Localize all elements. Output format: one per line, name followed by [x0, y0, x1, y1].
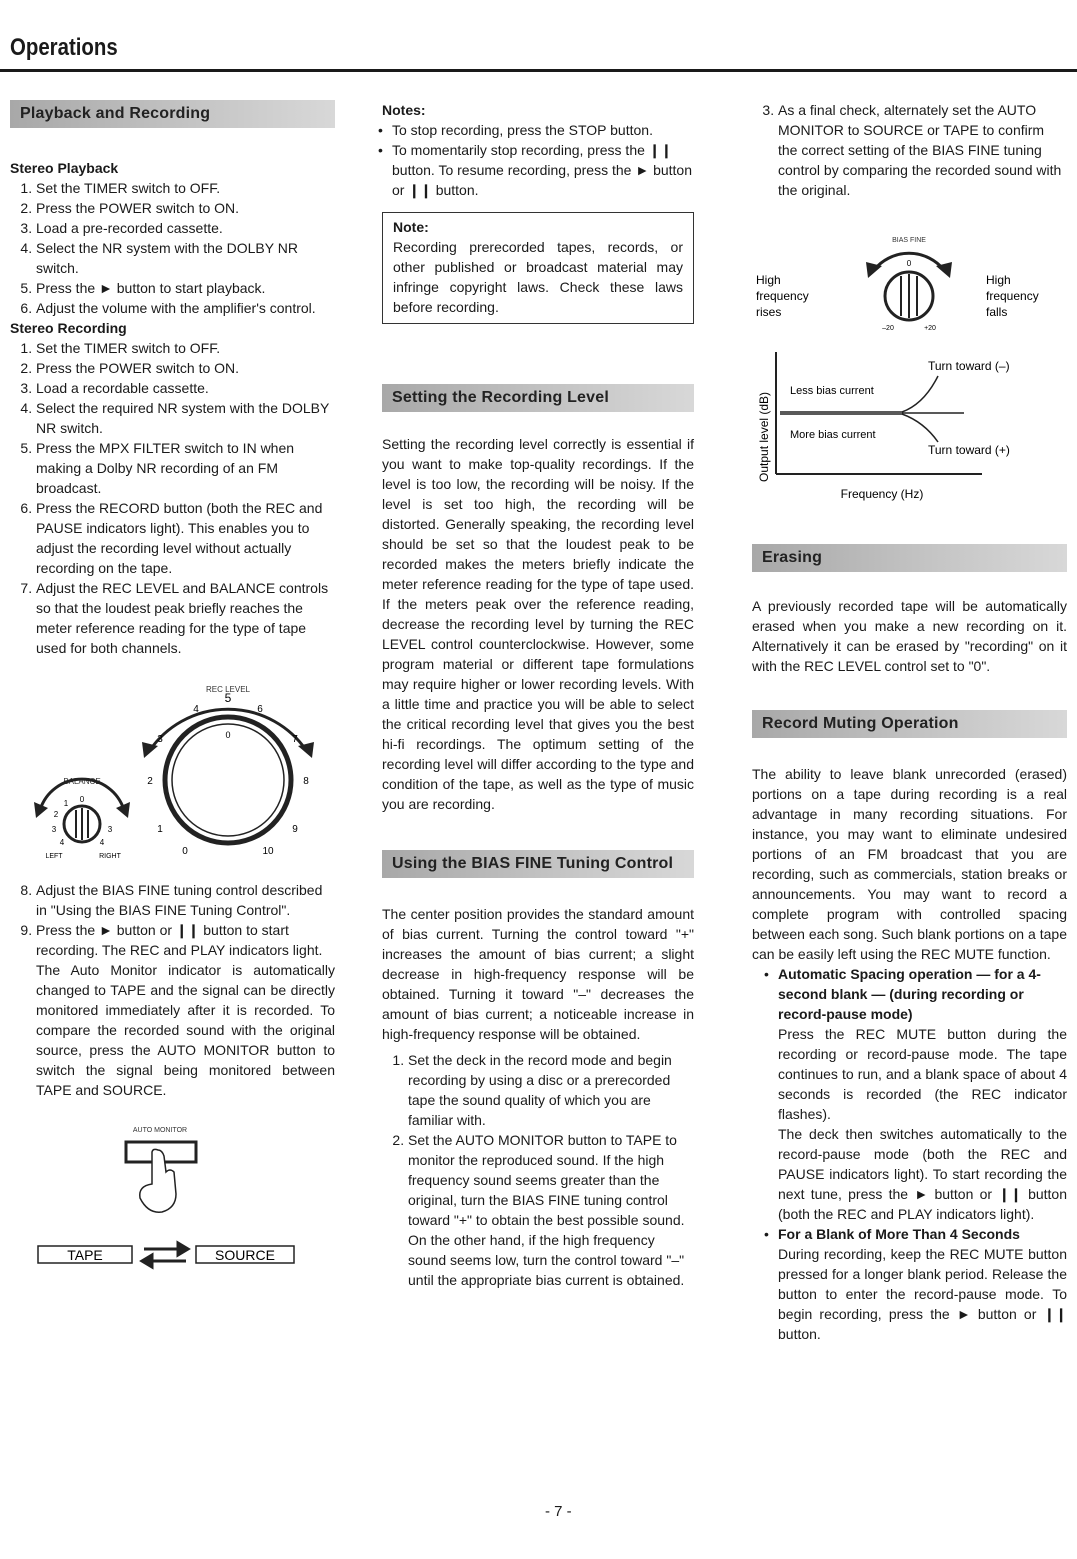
bias-fine-label: BIAS FINE	[892, 237, 926, 244]
bullet-para: During recording, keep the REC MUTE button pressed for a longer blank period. Release the button to enter the record-pause mode. To begin recording, press the ► button or ❙❙ button.	[778, 1246, 1067, 1342]
rec-tick-8: 8	[303, 776, 309, 787]
bullet-para: The deck then switches automatically to the record-pause mode (both the REC and PAUSE indicators light). To start recording the next tune, press the ► button or ❙❙ button (both the REC and PLAY indicators light).	[778, 1126, 1067, 1222]
notes-list	[382, 120, 694, 200]
list-item: 2. Press the POWER switch to ON.	[36, 358, 335, 378]
note-box-text: Recording prerecorded tapes, records, or other published or broadcast material may infringe copyright laws. Check these laws before recording.	[393, 239, 683, 315]
bullet-title: • For a Blank of More Than 4 Seconds	[778, 1226, 1020, 1242]
erasing-text: A previously recorded tape will be automatically erased when you make a new recording on it. Alternatively it can be erased by "recording" on it with the REC LEVEL control set to "0".	[752, 598, 1067, 674]
high-freq-falls-3: falls	[986, 305, 1008, 319]
list-item: 6. Press the RECORD button (both the REC and PAUSE indicators light). This enables you to adjust the recording level without actually recording on the tape.	[36, 498, 335, 578]
middle-column	[382, 100, 694, 1290]
more-bias-label: More bias current	[790, 429, 876, 441]
page-title: Operations	[10, 34, 118, 61]
rec-tick-3: 3	[157, 734, 163, 745]
balance-left-label: LEFT	[45, 853, 63, 860]
rec-tick-1: 1	[157, 824, 163, 835]
list-item: 8. Adjust the BIAS FINE tuning control described in "Using the BIAS FINE Tuning Control".	[36, 880, 335, 920]
rec-tick-6: 6	[257, 704, 263, 715]
high-freq-falls-2: frequency	[986, 289, 1039, 303]
rec-tick-7: 7	[292, 734, 298, 745]
rec-tick-4: 4	[193, 704, 199, 715]
bias-fine-steps	[382, 1050, 694, 1290]
list-item: 4. Select the NR system with the DOLBY NR switch.	[36, 238, 335, 278]
bias-fine-figure	[752, 214, 1067, 334]
bias-center-tick: 0	[906, 259, 912, 268]
high-freq-rises-2: frequency	[756, 289, 809, 303]
copyright-note-box	[382, 212, 694, 324]
stereo-playback-heading: Stereo Playback	[10, 160, 119, 176]
list-item: 1. Set the TIMER switch to OFF.	[36, 338, 335, 358]
bal-tick-0: 0	[79, 795, 85, 804]
bal-tick-1: 1	[63, 799, 69, 808]
high-freq-falls-1: High	[986, 273, 1011, 287]
bal-tick-4: 4	[59, 838, 65, 847]
section-bias-fine-title: Using the BIAS FINE Tuning Control	[382, 850, 694, 878]
list-item: 1. Set the TIMER switch to OFF.	[36, 178, 335, 198]
list-item: 9. Press the ► button or ❙❙ button to start recording. The REC and PLAY indicators light.	[36, 920, 335, 960]
record-muting-text: The ability to leave blank unrecorded (erased) portions on a tape during recording is a real advantage in many recording situations. For instance, you may want to eliminate undesired portions of an FM broadcast that you are recording, such as commercials, station breaks or announcements. You may want to record a complete program with controlled spacing between each song. Such blank portions on a tape can be easily left using the REC MUTE function.	[752, 766, 1067, 962]
bullet-para: Press the REC MUTE button during the recording or record-pause mode. The tape continues to run, and a blank space of about 4 seconds is recorded (the REC indicator flashes).	[778, 1026, 1067, 1122]
balance-label: BALANCE	[63, 777, 101, 786]
high-freq-rises-1: High	[756, 273, 781, 287]
tape-label: TAPE	[67, 1247, 103, 1263]
bias-response-graph	[752, 342, 1067, 502]
stereo-recording-steps	[10, 338, 335, 658]
list-item	[778, 964, 1067, 1224]
switch-arrows-icon	[142, 1243, 188, 1267]
rec-level-label: REC LEVEL	[205, 685, 251, 694]
bias-fine-text: The center position provides the standard amount of bias current. Turning the control toward "+" increases the amount of bias current; a slight decrease in high-frequency response will be obtained. Turning it toward "–" decreases the amount of bias current; a noticeable increase in high-frequency response will be obtained.	[382, 906, 694, 1042]
less-bias-label: Less bias current	[790, 385, 874, 397]
bullet-title: • Automatic Spacing operation — for a 4-second blank — (during recording or record-pause mode)	[778, 966, 1041, 1022]
list-item: 5. Press the ► button to start playback.	[36, 278, 335, 298]
title-rule	[0, 69, 1077, 72]
section-erasing-title: Erasing	[752, 544, 1067, 572]
rec-tick-5: 5	[224, 691, 232, 705]
list-item: 3. Load a pre-recorded cassette.	[36, 218, 335, 238]
bal-tick-3: 3	[51, 825, 57, 834]
list-item	[778, 1224, 1067, 1344]
source-label: SOURCE	[215, 1247, 275, 1263]
section-record-muting-title: Record Muting Operation	[752, 710, 1067, 738]
rec-tick-9: 9	[292, 824, 298, 835]
right-column	[752, 100, 1067, 1344]
list-item: 3. As a final check, alternately set the AUTO MONITOR to SOURCE or TAPE to confirm the correct setting of the BIAS FINE tuning control by comparing the recorded sound with the original.	[778, 100, 1067, 200]
high-freq-rises-3: rises	[756, 305, 782, 319]
section-playback-recording-title: Playback and Recording	[10, 100, 335, 128]
list-item: 5. Press the MPX FILTER switch to IN when making a Dolby NR recording of an FM broadcast.	[36, 438, 335, 498]
rec-level-figure	[10, 672, 335, 862]
toward-minus-label: Turn toward (–)	[928, 359, 1010, 373]
graph-ylabel: Output level (dB)	[757, 391, 771, 482]
page-number: - 7 -	[545, 1503, 572, 1520]
list-item: 6. Adjust the volume with the amplifier's control.	[36, 298, 335, 318]
recording-level-text: Setting the recording level correctly is essential if you want to make top-quality recordings. If the level is too low, the recording will be noisy. If the level is set too high, the recording will be distorted. Generally speaking, the recording level should be set so that the loudest peak to be recorded makes the meters briefly indicate the meter reference reading for the type of tape used. If the meters peak over the reference reading, decrease the recording level by turning the REC LEVEL control counterclockwise. However, some program material or different tape formulations may require higher or lower recording levels. With a little time and practice you will be able to select the critical recording level that gives you the best hi-fi recordings. The optimum setting of the recording level will differ according to the type and condition of the tape, as well as the type of music you are recording.	[382, 436, 694, 812]
section-recording-level-title: Setting the Recording Level	[382, 384, 694, 412]
left-column	[10, 100, 335, 1286]
step9-paragraph: The Auto Monitor indicator is automatically changed to TAPE and the signal can be directly monitored immediately after it is recorded. To compare the recorded sound with the original source, press the AUTO MONITOR button to switch the signal being monitored between TAPE and SOURCE.	[36, 962, 335, 1098]
list-item: 2. Press the POWER switch to ON.	[36, 198, 335, 218]
list-item: 2. Set the AUTO MONITOR button to TAPE to monitor the reproduced sound. If the high frequency sound seems greater than the original, turn the BIAS FINE tuning control toward "+" to obtain the best possible sound. On the other hand, if the high frequency sound seems low, turn the control toward "–" until the appropriate bias current is obtained.	[408, 1130, 694, 1290]
notes-heading: Notes:	[382, 102, 426, 118]
auto-monitor-label: AUTO MONITOR	[132, 1127, 188, 1134]
list-item: 3. Load a recordable cassette.	[36, 378, 335, 398]
list-item: • To momentarily stop recording, press the ❙❙ button. To resume recording, press the ► button or ❙❙ button.	[392, 140, 694, 200]
bias-plus-tick: +20	[924, 325, 936, 332]
list-item: • To stop recording, press the STOP button.	[392, 120, 694, 140]
rec-tick-10: 10	[262, 846, 274, 857]
rec-tick-0: 0	[182, 846, 188, 857]
toward-plus-label: Turn toward (+)	[928, 443, 1010, 457]
bal-tick-2: 2	[53, 810, 59, 819]
svg-text:0: 0	[225, 730, 231, 740]
stereo-playback-steps	[10, 178, 335, 318]
bias-fine-steps-cont	[752, 100, 1067, 200]
rec-tick-2: 2	[147, 776, 153, 787]
note-box-title: Note:	[393, 219, 429, 235]
list-item: 4. Select the required NR system with the DOLBY NR switch.	[36, 398, 335, 438]
auto-monitor-figure	[10, 1116, 335, 1286]
bias-minus-tick: –20	[882, 325, 894, 332]
list-item: 7. Adjust the REC LEVEL and BALANCE controls so that the loudest peak briefly reaches the meter reference reading for the type of tape used for both channels.	[36, 578, 335, 658]
record-muting-bullets	[752, 964, 1067, 1344]
balance-right-label: RIGHT	[99, 853, 121, 860]
graph-xlabel: Frequency (Hz)	[840, 487, 924, 501]
list-item: 1. Set the deck in the record mode and begin recording by using a disc or a prerecorded tape the sound quality of which you are familiar with.	[408, 1050, 694, 1130]
stereo-recording-steps-cont	[10, 880, 335, 960]
bal-tick-6: 4	[99, 838, 105, 847]
stereo-recording-heading: Stereo Recording	[10, 320, 127, 336]
bal-tick-5: 3	[107, 825, 113, 834]
